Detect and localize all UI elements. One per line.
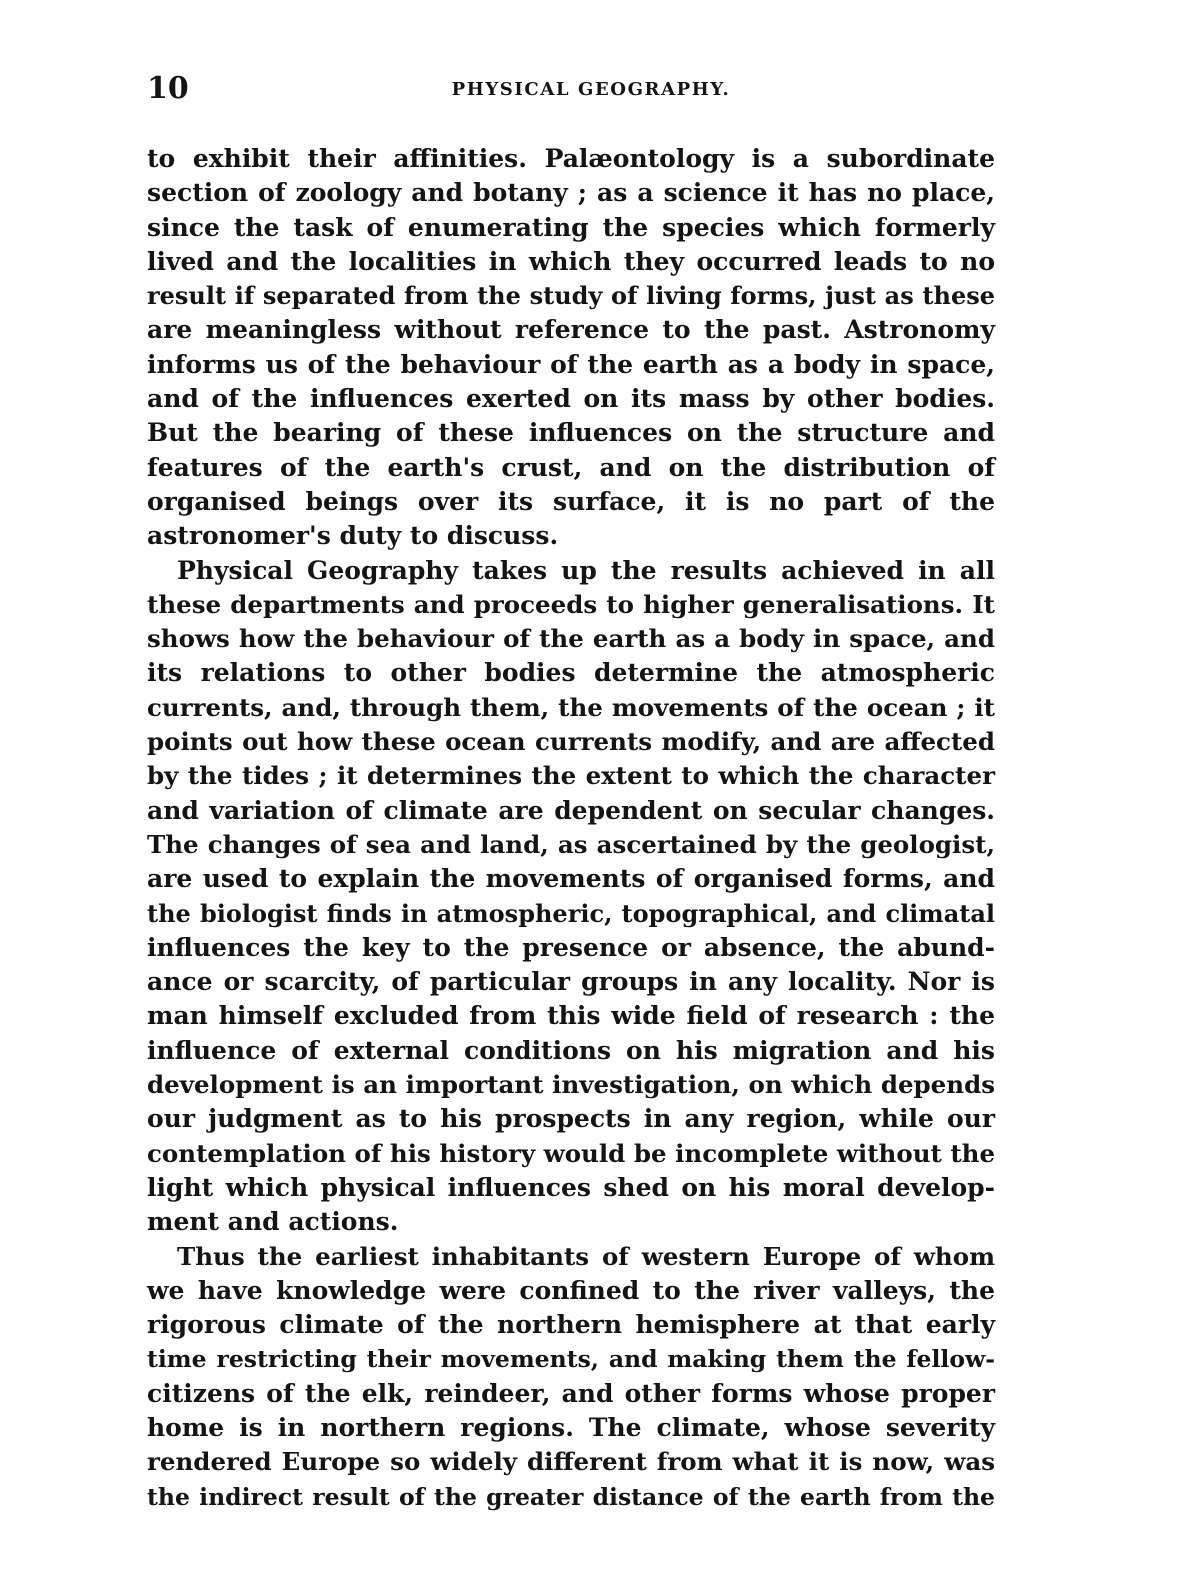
text-line: home is in northern regions. The climate, whose severity — [147, 1412, 995, 1442]
text-line: light which physical influences shed on his moral develop- — [147, 1172, 995, 1202]
text-line: shows how the behaviour of the earth as a body in space, and — [147, 624, 995, 654]
text-line: by the tides ; it determines the extent to which the character — [147, 761, 995, 791]
text-line: influences the key to the presence or absence, the abund- — [147, 932, 995, 962]
text-line: points out how these ocean currents modify, and are affected — [147, 727, 995, 757]
text-line: and of the influences exerted on its mass by other bodies. — [147, 384, 995, 414]
text-line: we have knowledge were confined to the river valleys, the — [147, 1275, 995, 1305]
text-line: The changes of sea and land, as ascertained by the geologist, — [147, 829, 995, 859]
paragraph-western-europe — [147, 1240, 995, 1514]
text-line: section of zoology and botany ; as a science it has no place, — [147, 178, 995, 208]
text-line: development is an important investigation, on which depends — [147, 1070, 995, 1100]
text-line: rigorous climate of the northern hemisphere at that early — [147, 1310, 995, 1340]
running-title: PHYSICAL GEOGRAPHY. — [451, 79, 731, 100]
text-line: the biologist finds in atmospheric, topographical, and climatal — [147, 898, 995, 928]
text-line: informs us of the behaviour of the earth as a body in space, — [147, 349, 995, 379]
text-line: citizens of the elk, reindeer, and other forms whose proper — [147, 1378, 995, 1408]
text-line: are meaningless without reference to the past. Astronomy — [147, 315, 995, 345]
text-line: these departments and proceeds to higher generalisations. It — [147, 589, 995, 619]
text-line: ance or scarcity, of particular groups in any locality. Nor is — [147, 967, 995, 997]
text-line: But the bearing of these influences on the structure and — [147, 418, 995, 448]
text-line: result if separated from the study of living forms, just as these — [147, 281, 995, 311]
text-line: to exhibit their affinities. Palæontology is a subordinate — [147, 144, 995, 173]
text-line: our judgment as to his prospects in any region, while our — [147, 1104, 995, 1134]
page-number: 10 — [147, 71, 189, 106]
paragraph-continued — [147, 142, 995, 554]
text-line: and variation of climate are dependent on secular changes. — [147, 795, 995, 825]
text-line: Thus the earliest inhabitants of western Europe of whom — [177, 1241, 995, 1271]
paragraph-physical-geography — [147, 554, 995, 1240]
text-line: since the task of enumerating the species which formerly — [147, 212, 995, 242]
text-line: astronomer's duty to discuss. — [147, 521, 559, 551]
text-line: Physical Geography takes up the results achieved in all — [177, 555, 995, 585]
text-line: ment and actions. — [147, 1207, 399, 1237]
running-head — [147, 72, 995, 112]
text-line: are used to explain the movements of organised forms, and — [147, 864, 995, 894]
text-line: currents, and, through them, the movements of the ocean ; it — [147, 692, 995, 722]
text-line: influence of external conditions on his migration and his — [147, 1035, 995, 1065]
text-line: rendered Europe so widely different from what it is now, was — [147, 1447, 995, 1477]
text-line: contemplation of his history would be incomplete without the — [147, 1138, 996, 1168]
text-line: man himself excluded from this wide field of research : the — [147, 1001, 995, 1031]
text-line: the indirect result of the greater distance of the earth from the — [147, 1482, 995, 1511]
text-line: time restricting their movements, and making them the fellow- — [147, 1345, 995, 1374]
text-line: lived and the localities in which they occurred leads to no — [147, 246, 995, 276]
text-line: features of the earth's crust, and on the distribution of — [147, 452, 995, 482]
text-line: its relations to other bodies determine the atmospheric — [147, 658, 995, 688]
body-text — [147, 142, 995, 1514]
text-line: organised beings over its surface, it is no part of the — [147, 486, 995, 516]
